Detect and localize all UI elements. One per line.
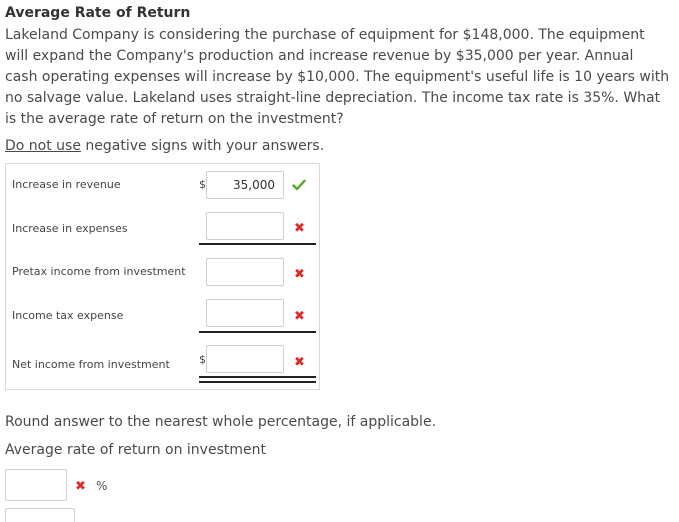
double-rule-top bbox=[199, 376, 316, 378]
instruction-text bbox=[5, 138, 324, 154]
check-icon bbox=[292, 179, 306, 191]
net-income-input[interactable] bbox=[206, 345, 284, 373]
pretax-income-input[interactable] bbox=[206, 258, 284, 286]
average-rate-of-return-input[interactable] bbox=[5, 469, 67, 501]
x-icon: ✖ bbox=[294, 221, 305, 236]
arr-label: Average rate of return on investment bbox=[5, 442, 266, 458]
instruction-underlined: Do not use bbox=[5, 138, 81, 154]
income-tax-expense-input[interactable] bbox=[206, 299, 284, 327]
problem-title: Average Rate of Return bbox=[5, 5, 191, 21]
x-icon: ✖ bbox=[294, 355, 305, 370]
row-label-income-tax-expense: Income tax expense bbox=[12, 309, 124, 322]
x-icon: ✖ bbox=[294, 267, 305, 282]
income-calculation-table bbox=[5, 163, 320, 390]
row-label-increase-in-expenses: Increase in expenses bbox=[12, 222, 128, 235]
increase-in-expenses-input[interactable] bbox=[206, 212, 284, 240]
subtotal-rule bbox=[199, 243, 316, 245]
subtotal-rule bbox=[199, 331, 316, 333]
currency-symbol: $ bbox=[199, 178, 206, 191]
percent-unit: % bbox=[96, 479, 108, 493]
row-label-increase-in-revenue: Increase in revenue bbox=[12, 178, 121, 191]
double-rule-bottom bbox=[199, 381, 316, 383]
currency-symbol: $ bbox=[199, 353, 206, 366]
rounding-note: Round answer to the nearest whole percentage, if applicable. bbox=[5, 414, 437, 430]
x-icon: ✖ bbox=[294, 309, 305, 324]
x-icon: ✖ bbox=[75, 479, 86, 494]
problem-text: Lakeland Company is considering the purchase of equipment for $148,000. The equipment will expand the Company's production and increase revenue by $35,000 per year. Annual cash operating expenses will increase by $10,000. The equipment's useful life is 10 years with no salvage value. Lakeland uses straight-line depreciation. The income tax rate is 35%. What is the average rate of return on the investment? bbox=[5, 27, 670, 127]
row-label-net-income: Net income from investment bbox=[12, 358, 170, 371]
check-answer-button[interactable] bbox=[5, 508, 75, 522]
increase-in-revenue-input[interactable] bbox=[206, 171, 284, 199]
instruction-rest: negative signs with your answers. bbox=[80, 138, 325, 154]
row-label-pretax-income: Pretax income from investment bbox=[12, 265, 186, 278]
